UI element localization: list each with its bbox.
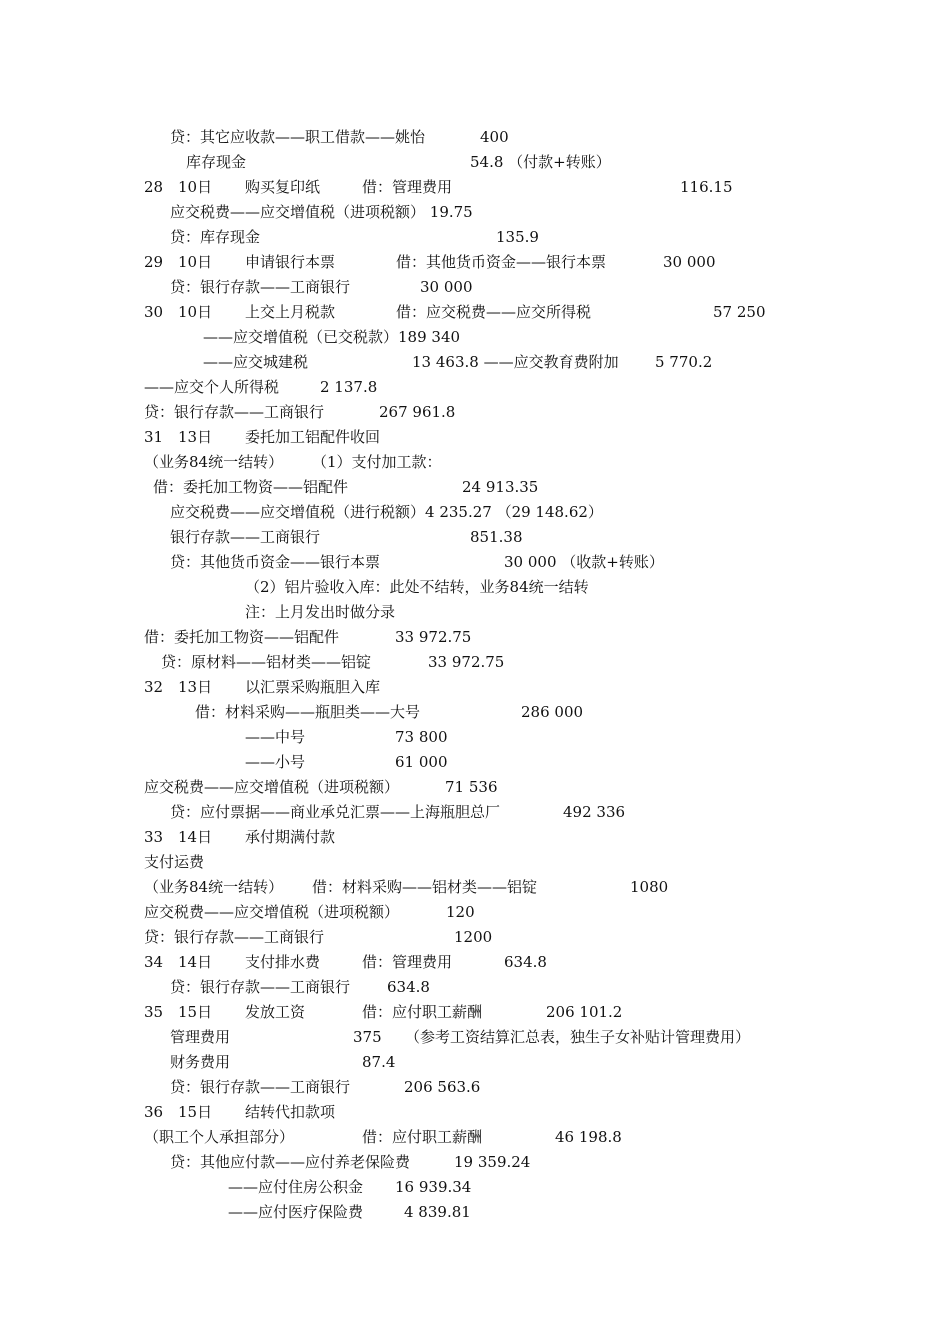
entry-amount: 375 [353, 1028, 382, 1046]
entry-line: 贷：库存现金 [170, 228, 261, 246]
entry-note: （业务84统一结转） [144, 453, 284, 471]
entry-line: 贷：其他货币资金——银行本票 [170, 553, 381, 571]
entry-amount: 33 972.75 [395, 628, 472, 646]
entry-amount: 267 961.8 [379, 403, 456, 421]
entry-amount: 634.8 [504, 953, 547, 971]
entry-description: 支付排水费 [245, 953, 321, 971]
entry-line: 借：应付职工薪酬 [362, 1003, 483, 1021]
entry-line: ——应交城建税 [203, 353, 309, 371]
entry-amount: 851.38 [470, 528, 523, 546]
entry-date: 13日 [178, 428, 213, 446]
entry-number: 34 [144, 953, 164, 971]
entry-amount: 30 000 [420, 278, 473, 296]
entry-line: 借：材料采购——铝材类——铝锭 [312, 878, 538, 896]
entry-line: 借：管理费用 [362, 953, 453, 971]
entry-line: 贷：银行存款——工商银行 [170, 978, 351, 996]
entry-line: ——中号 [245, 728, 306, 746]
entry-number: 29 [144, 253, 164, 271]
entry-amount: 71 536 [445, 778, 498, 796]
entry-description: 发放工资 [245, 1003, 306, 1021]
entry-amount: 116.15 [680, 178, 733, 196]
entry-line: 贷：银行存款——工商银行 [144, 403, 325, 421]
entry-amount: 286 000 [521, 703, 584, 721]
entry-amount: 19 359.24 [454, 1153, 531, 1171]
entry-line: 借：管理费用 [362, 178, 453, 196]
entry-amount: 30 000 [663, 253, 716, 271]
entry-amount: 13 463.8 ——应交教育费附加 [412, 353, 619, 371]
entry-amount: 24 913.35 [462, 478, 539, 496]
entry-amount: 4 839.81 [404, 1203, 471, 1221]
entry-amount: 73 800 [395, 728, 448, 746]
entry-amount: 30 000 （收款+转账） [504, 553, 664, 571]
entry-description: 承付期满付款 [245, 828, 336, 846]
entry-amount: 206 563.6 [404, 1078, 481, 1096]
entry-line: 财务费用 [170, 1053, 231, 1071]
entry-description: 以汇票采购瓶胆入库 [245, 678, 381, 696]
entry-number: 35 [144, 1003, 164, 1021]
entry-amount: 120 [446, 903, 475, 921]
entry-amount: 54.8 （付款+转账） [470, 153, 611, 171]
entry-number: 32 [144, 678, 164, 696]
entry-date: 15日 [178, 1103, 213, 1121]
entry-amount: 16 939.34 [395, 1178, 472, 1196]
entry-description: 委托加工铝配件收回 [245, 428, 381, 446]
entry-amount: 1080 [630, 878, 669, 896]
entry-line: 借：应交税费——应交所得税 [396, 303, 592, 321]
entry-note: 注：上月发出时做分录 [245, 603, 396, 621]
entry-amount: 5 770.2 [655, 353, 713, 371]
entry-line: 贷：应付票据——商业承兑汇票——上海瓶胆总厂 [170, 803, 501, 821]
entry-line: ——小号 [245, 753, 306, 771]
entry-date: 15日 [178, 1003, 213, 1021]
entry-number: 28 [144, 178, 164, 196]
entry-number: 31 [144, 428, 164, 446]
entry-amount: 33 972.75 [428, 653, 505, 671]
entry-line: ——应付住房公积金 [228, 1178, 364, 1196]
entry-line: 管理费用 [170, 1028, 231, 1046]
entry-line: 借：委托加工物资——铝配件 [144, 628, 340, 646]
entry-amount: 57 250 [713, 303, 766, 321]
entry-description: 申请银行本票 [245, 253, 336, 271]
entry-line: 贷：银行存款——工商银行 [144, 928, 325, 946]
entry-note: （参考工资结算汇总表，独生子女补贴计管理费用） [405, 1028, 751, 1046]
entry-description: 结转代扣款项 [245, 1103, 336, 1121]
entry-line: 应交税费——应交增值税（进项税额） 19.75 [170, 203, 473, 221]
entry-line: ——应交增值税（已交税款）189 340 [203, 328, 461, 346]
entry-date: 10日 [178, 303, 213, 321]
entry-description: 购买复印纸 [245, 178, 321, 196]
entry-line: 借：材料采购——瓶胆类——大号 [195, 703, 421, 721]
entry-number: 36 [144, 1103, 164, 1121]
entry-date: 13日 [178, 678, 213, 696]
entry-line: 借：委托加工物资——铝配件 [153, 478, 349, 496]
entry-amount: 400 [480, 128, 509, 146]
entry-description: 上交上月税款 [245, 303, 336, 321]
entry-line: 银行存款——工商银行 [170, 528, 321, 546]
entry-amount: 2 137.8 [320, 378, 378, 396]
entry-number: 33 [144, 828, 164, 846]
entry-amount: 46 198.8 [555, 1128, 622, 1146]
entry-note: （职工个人承担部分） [144, 1128, 295, 1146]
entry-line: 贷：银行存款——工商银行 [170, 278, 351, 296]
entry-amount: 87.4 [362, 1053, 396, 1071]
entry-line: 库存现金 [186, 153, 247, 171]
entry-date: 14日 [178, 828, 213, 846]
entry-line: ——应付医疗保险费 [228, 1203, 364, 1221]
entry-line: 应交税费——应交增值税（进项税额） [144, 903, 400, 921]
entry-line: （2）铝片验收入库：此处不结转，业务84统一结转 [245, 578, 589, 596]
entry-amount: 634.8 [387, 978, 430, 996]
entry-amount: 1200 [454, 928, 493, 946]
entry-date: 10日 [178, 178, 213, 196]
entry-date: 14日 [178, 953, 213, 971]
entry-amount: 135.9 [496, 228, 539, 246]
entry-amount: 492 336 [563, 803, 626, 821]
entry-line: 贷：原材料——铝材类——铝锭 [161, 653, 372, 671]
entry-line: 借：其他货币资金——银行本票 [396, 253, 607, 271]
entry-note: （业务84统一结转） [144, 878, 284, 896]
entry-line: 支付运费 [144, 853, 205, 871]
entry-line: 应交税费——应交增值税（进项税额） [144, 778, 400, 796]
entry-line: （1）支付加工款： [312, 453, 442, 471]
entry-line: 贷：其他应付款——应付养老保险费 [170, 1153, 411, 1171]
entry-line: 贷：银行存款——工商银行 [170, 1078, 351, 1096]
entry-line: 贷：其它应收款——职工借款——姚怡 [170, 128, 426, 146]
entry-amount: 206 101.2 [546, 1003, 623, 1021]
entry-date: 10日 [178, 253, 213, 271]
entry-line: 借：应付职工薪酬 [362, 1128, 483, 1146]
entry-line: 应交税费——应交增值税（进行税额）4 235.27 （29 148.62） [170, 503, 603, 521]
entry-line: ——应交个人所得税 [144, 378, 280, 396]
entry-amount: 61 000 [395, 753, 448, 771]
entry-number: 30 [144, 303, 164, 321]
